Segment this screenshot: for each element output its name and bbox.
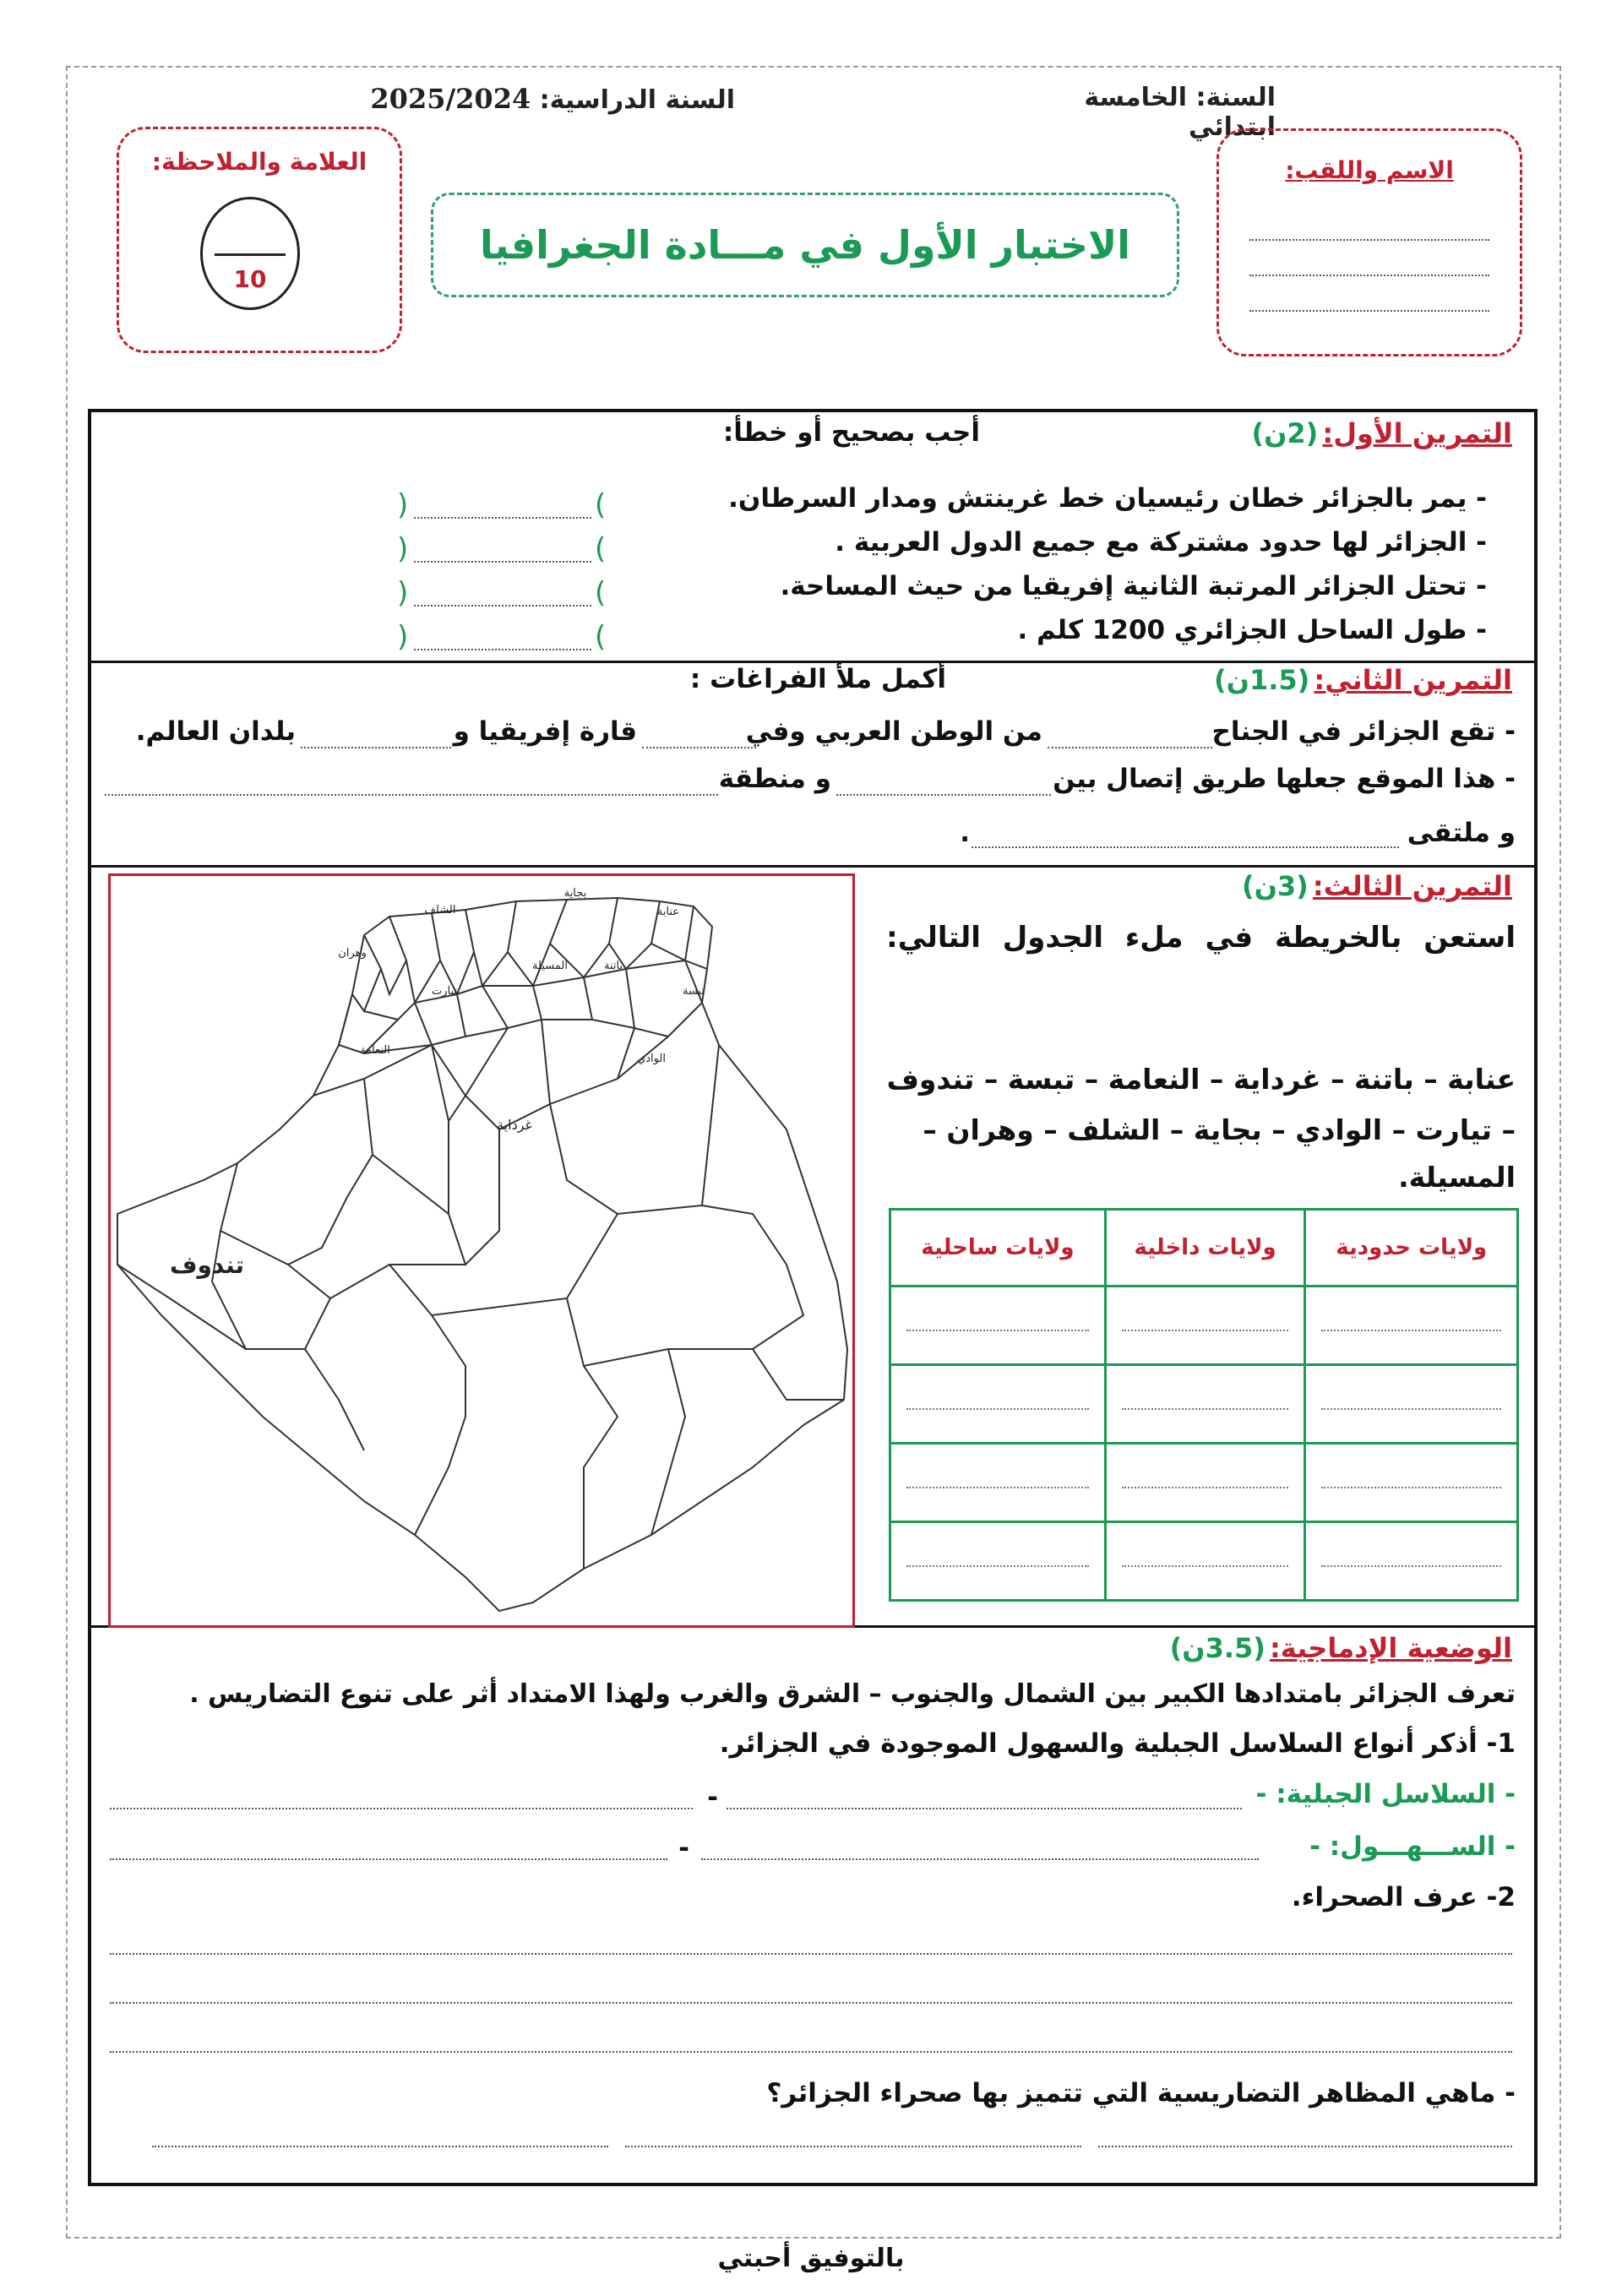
map-label-ghardaia: غرداية xyxy=(497,1117,532,1133)
name-box xyxy=(1216,128,1522,356)
ex4-q1: 1- أذكر أنواع السلاسل الجبلية والسهول الموجودة في الجزائر. xyxy=(719,1728,1516,1759)
ex2-l2-a: - هذا الموقع جعلها طريق إتصال بين xyxy=(1053,764,1516,794)
ex2-l2-b: و منطقة xyxy=(718,764,831,794)
ex2-blank-3[interactable] xyxy=(301,747,451,748)
ex4-points: (3.5ن) xyxy=(1169,1632,1265,1664)
paren-open-3: ( xyxy=(595,576,607,610)
ex3-list-1: عنابة – باتنة – غرداية – النعامة – تبسة – تندوف xyxy=(886,1063,1516,1096)
ex4-q3-line-1[interactable] xyxy=(1098,2146,1512,2147)
map-label-chlef: الشلف xyxy=(424,904,456,917)
ex3-heading xyxy=(929,870,1512,902)
ex1-points: (2ن) xyxy=(1251,417,1319,449)
answer-dots-4 xyxy=(414,649,591,650)
ex3-instruction: استعن بالخريطة في ملء الجدول التالي: xyxy=(886,921,1516,955)
ex2-instruction: أكمل ملأ الفراغات : xyxy=(689,664,946,694)
grade-denominator: 10 xyxy=(233,265,267,293)
ex2-l1-c: قارة إفريقيا و xyxy=(453,716,637,747)
ex2-heading xyxy=(929,664,1512,696)
algeria-map xyxy=(111,876,852,1625)
school-year-value: 2025/2024 xyxy=(370,83,531,115)
grade-box-title: العلامة والملاحظة: xyxy=(151,148,367,176)
name-line-2[interactable] xyxy=(1249,275,1489,276)
map-label-naama: النعامة xyxy=(360,1044,390,1057)
map-label-batna: باتنة xyxy=(603,960,623,972)
ex1-item-4: - طول الساحل الجزائري 1200 كلم . xyxy=(1017,615,1487,645)
ex4-plains-blank-2[interactable] xyxy=(110,1858,667,1860)
ex2-blank-4[interactable] xyxy=(836,794,1051,796)
divider-2 xyxy=(88,865,1534,868)
school-year xyxy=(346,83,735,115)
th-interior: ولايات داخلية xyxy=(1105,1210,1305,1287)
map-label-tindouf: تندوف xyxy=(169,1251,245,1279)
answer-dots-2 xyxy=(414,561,591,563)
table-row xyxy=(890,1287,1518,1365)
ex4-plains-dash: - xyxy=(678,1833,689,1863)
ex1-item-2: - الجزائر لها حدود مشتركة مع جميع الدول العربية . xyxy=(835,527,1487,558)
ex4-q3-line-3[interactable] xyxy=(152,2146,608,2147)
answer-dots-1 xyxy=(414,517,591,519)
wilayas-table xyxy=(889,1208,1519,1602)
ex1-instruction: أجب بصحيح أو خطأ: xyxy=(722,417,980,448)
ex4-mountains-blank-2[interactable] xyxy=(110,1808,693,1809)
paren-close-1: ) xyxy=(397,488,409,522)
grade-circle xyxy=(200,197,300,310)
ex4-q2-line-3[interactable] xyxy=(110,2051,1512,2053)
paren-open-4: ( xyxy=(595,620,607,654)
ex4-mountains-blank-1[interactable] xyxy=(727,1808,1242,1809)
footer-wish: بالتوفيق أحبتي xyxy=(717,2244,905,2273)
paren-close-2: ) xyxy=(397,532,409,566)
table-cell[interactable] xyxy=(890,1287,1106,1365)
ex2-title: التمرين الثاني: xyxy=(1314,664,1512,696)
th-border: ولايات حدودية xyxy=(1305,1210,1518,1287)
ex2-points: (1.5ن) xyxy=(1214,664,1310,696)
ex2-l1-d: بلدان العالم. xyxy=(135,716,296,747)
table-cell[interactable] xyxy=(1105,1444,1305,1522)
ex4-mountains-dash: - xyxy=(707,1782,718,1813)
table-cell[interactable] xyxy=(1305,1287,1518,1365)
ex4-q2-line-2[interactable] xyxy=(110,2002,1512,2004)
ex3-list-2: – تيارت – الوادي – بجاية – الشلف – وهران – xyxy=(923,1113,1516,1146)
paren-open-2: ( xyxy=(595,532,607,566)
table-cell[interactable] xyxy=(1305,1444,1518,1522)
map-label-tiaret: تيارت xyxy=(431,985,458,998)
ex4-q1-plains-label: - الســـهـــول: - xyxy=(1309,1831,1516,1862)
ex4-q1-mountains-label: - السلاسل الجبلية: - xyxy=(1255,1779,1516,1809)
ex2-blank-1[interactable] xyxy=(1048,747,1212,748)
table-cell[interactable] xyxy=(890,1522,1106,1601)
name-line-3[interactable] xyxy=(1249,310,1489,312)
ex4-q2-line-1[interactable] xyxy=(110,1953,1512,1955)
algeria-map-frame xyxy=(108,873,855,1628)
ex3-points: (3ن) xyxy=(1241,870,1309,902)
map-label-oran: وهران xyxy=(338,947,367,960)
ex2-blank-6[interactable] xyxy=(972,846,1399,848)
map-label-bejaia: بجاية xyxy=(563,887,587,900)
map-label-eloued: الوادي xyxy=(637,1053,666,1065)
ex4-q3: - ماهي المظاهر التضاريسية التي تتميز بها صحراء الجزائر؟ xyxy=(766,2078,1516,2108)
ex2-l1-b: من الوطن العربي وفي xyxy=(745,716,1042,747)
th-coastal: ولايات ساحلية xyxy=(890,1210,1106,1287)
ex1-item-3: - تحتل الجزائر المرتبة الثانية إفريقيا من حيث المساحة. xyxy=(780,571,1487,601)
ex4-plains-blank-1[interactable] xyxy=(701,1858,1259,1860)
ex2-l1-a: - تقع الجزائر في الجناح xyxy=(1211,716,1516,747)
table-cell[interactable] xyxy=(1105,1287,1305,1365)
exam-title: الاختبار الأول في مـــادة الجغرافيا xyxy=(479,222,1131,268)
grade-box xyxy=(117,127,402,353)
map-label-msila: المسيلة xyxy=(532,960,568,972)
ex1-heading xyxy=(929,417,1512,449)
ex3-list-3: المسيلة. xyxy=(1398,1161,1516,1194)
grade-fraction-line xyxy=(215,253,286,256)
ex4-heading xyxy=(929,1632,1512,1664)
table-cell[interactable] xyxy=(1305,1522,1518,1601)
exam-title-box xyxy=(431,193,1179,297)
ex2-l3-end: . xyxy=(960,818,970,848)
paren-close-4: ) xyxy=(397,620,409,654)
ex2-l3-a: و ملتقى xyxy=(1407,818,1516,848)
map-label-tebessa: تبسة xyxy=(682,985,705,998)
ex4-title: الوضعية الإدماجية: xyxy=(1269,1632,1512,1664)
ex1-title: التمرين الأول: xyxy=(1322,417,1512,449)
name-box-title: الاسم واللقب: xyxy=(1285,156,1454,184)
table-cell[interactable] xyxy=(1105,1522,1305,1601)
divider-1 xyxy=(88,661,1534,663)
answer-dots-3 xyxy=(414,605,591,607)
ex2-blank-5[interactable] xyxy=(105,794,718,796)
ex2-blank-2[interactable] xyxy=(642,747,756,748)
ex4-q3-line-2[interactable] xyxy=(625,2146,1081,2147)
table-cell[interactable] xyxy=(1105,1365,1305,1444)
level-label: السنة: الخامسة ابتدائي xyxy=(1084,83,1276,142)
name-line-1[interactable] xyxy=(1249,239,1489,241)
paren-open-1: ( xyxy=(595,488,607,522)
table-row xyxy=(890,1444,1518,1522)
paren-close-3: ) xyxy=(397,576,409,610)
map-label-annaba: عنابة xyxy=(656,906,680,918)
table-cell[interactable] xyxy=(1305,1365,1518,1444)
ex1-item-1: - يمر بالجزائر خطان رئيسيان خط غرينتش ومدار السرطان. xyxy=(728,483,1487,514)
table-cell[interactable] xyxy=(890,1365,1106,1444)
ex3-title: التمرين الثالث: xyxy=(1312,870,1512,902)
table-row xyxy=(890,1365,1518,1444)
table-header-row xyxy=(890,1210,1518,1287)
table-row xyxy=(890,1522,1518,1601)
school-year-label: السنة الدراسية: xyxy=(539,85,735,115)
ex4-intro: تعرف الجزائر بامتدادها الكبير بين الشمال والجنوب – الشرق والغرب ولهذا الامتداد أثر على تنوع التضاريس . xyxy=(189,1679,1516,1709)
ex4-q2: 2- عرف الصحراء. xyxy=(1291,1882,1516,1912)
table-cell[interactable] xyxy=(890,1444,1106,1522)
